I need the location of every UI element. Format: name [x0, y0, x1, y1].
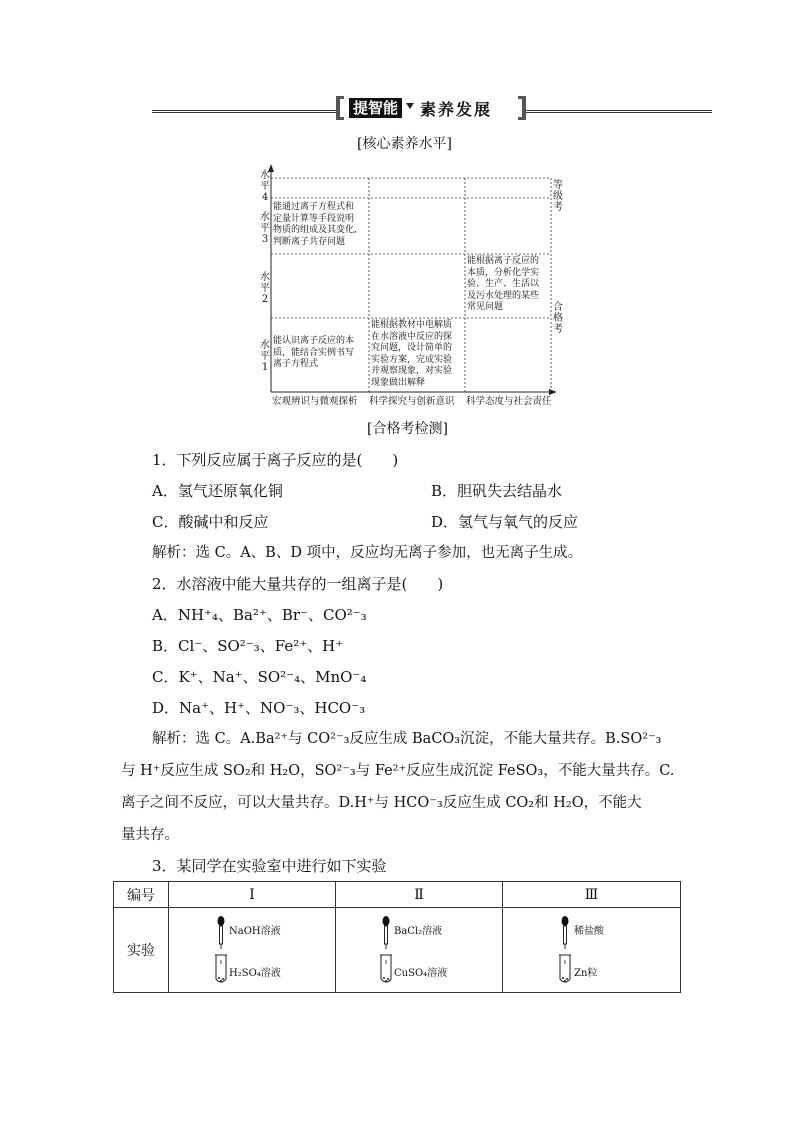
header-rule-left: [152, 110, 336, 113]
header-rule-right: [526, 110, 712, 113]
header-id: 编号: [114, 882, 169, 908]
banner-bracket-right: [518, 96, 526, 120]
row-label-experiment: 实验: [114, 908, 169, 993]
dropper-label-2: BaCl₂溶液: [394, 926, 443, 937]
q2-analysis-line-2: 与 H⁺反应生成 SO₂和 H₂O，SO²⁻₃与 Fe²⁺反应生成沉淀 FeSO₃，不能大量共存。C.: [121, 763, 675, 779]
dropper-icon: [558, 916, 572, 950]
pass-exam-label: 合 格 考: [553, 302, 563, 335]
grade-exam-label: 等 级 考: [553, 180, 563, 213]
table-row: [114, 908, 681, 993]
level-2-cell-text: 能根据离子反应的 本质，分析化学实 验、生产、生活以 及污水处理的某些 常见问题: [467, 256, 540, 312]
experiment-2-cell: [336, 908, 503, 993]
x-label-3: 科学态度与社会责任: [466, 396, 552, 407]
q1-stem: 1．下列反应属于离子反应的是( ): [152, 451, 399, 469]
core-literacy-title: [核心素养水平]: [357, 136, 452, 152]
header-exp-2: Ⅱ: [336, 882, 503, 908]
experiment-table: [113, 881, 681, 993]
q2-option-c: C．K⁺、Na⁺、SO²⁻₄、MnO⁻₄: [152, 668, 367, 686]
experiment-1-cell: [169, 908, 336, 993]
q2-option-a: A．NH⁺₄、Ba²⁺、Br⁻、CO²⁻₃: [152, 606, 367, 624]
dropper-icon: [214, 916, 228, 950]
level-1-cell-text-2: 能根据教材中电解质 在水溶液中反应的探 究问题，设计简单的 实验方案，完成实验 并观察现象，对实验 现象做出解释: [371, 320, 453, 388]
section-banner: [336, 96, 526, 122]
tube-label-1: H₂SO₄溶液: [229, 968, 281, 979]
dropper-label-3: 稀盐酸: [574, 926, 604, 937]
banner-bracket-left: [336, 96, 344, 120]
tube-label-2: CuSO₄溶液: [394, 968, 448, 979]
dropper-label-1: NaOH溶液: [229, 926, 281, 937]
level-2-label: 水 平 2: [260, 272, 270, 305]
level-1-label: 水 平 1: [260, 340, 270, 373]
q1-option-a: A．氢气还原氧化铜: [152, 482, 283, 500]
x-axis-arrow: [549, 389, 557, 395]
q2-option-d: D．Na⁺、H⁺、NO⁻₃、HCO⁻₃: [152, 699, 366, 717]
test-tube-icon: [213, 954, 229, 986]
q1-option-c: C．酸碱中和反应: [152, 513, 269, 531]
banner-title: 素养发展: [420, 100, 493, 119]
dropper-icon: [379, 916, 393, 950]
test-tube-icon: [378, 954, 394, 986]
q2-analysis-line-1: 解析：选 C。A.Ba²⁺与 CO²⁻₃反应生成 BaCO₃沉淀，不能大量共存。B.SO²⁻₃: [152, 731, 662, 747]
exam-title: [合格考检测]: [367, 421, 448, 437]
q2-analysis-line-3: 离子之间不反应，可以大量共存。D.H⁺与 HCO⁻₃反应生成 CO₂和 H₂O，不能大: [121, 795, 642, 811]
x-label-2: 科学探究与创新意识: [369, 396, 455, 407]
x-label-1: 宏观辨识与微观探析: [272, 396, 358, 407]
q2-option-b: B．Cl⁻、SO²⁻₃、Fe²⁺、H⁺: [152, 637, 344, 655]
level-3-cell-text: 能通过离子方程式和 定量计算等手段说明 物质的组成及其变化, 判断离子共存问题: [273, 202, 357, 247]
q3-stem: 3．某同学在实验室中进行如下实验: [152, 857, 387, 875]
table-header-row: [114, 882, 681, 908]
q1-option-b: B．胆矾失去结晶水: [431, 482, 563, 500]
triangle-icon: [406, 103, 414, 109]
header-exp-1: Ⅰ: [169, 882, 336, 908]
q2-stem: 2．水溶液中能大量共存的一组离子是( ): [152, 575, 444, 593]
tube-label-3: Zn粒: [574, 968, 598, 979]
experiment-3-cell: [503, 908, 681, 993]
q1-analysis: 解析：选 C。A、B、D 项中，反应均无离子参加，也无离子生成。: [152, 545, 583, 561]
level-3-label: 水 平 3: [260, 212, 270, 245]
test-tube-icon: [557, 954, 573, 986]
banner-tag: 提智能: [349, 98, 402, 118]
q1-option-d: D．氢气与氧气的反应: [431, 513, 579, 531]
q2-analysis-line-4: 量共存。: [121, 827, 179, 843]
level-1-cell-text-1: 能认识离子反应的本 质，能结合实例书写 离子方程式: [273, 336, 355, 369]
header-exp-3: Ⅲ: [503, 882, 681, 908]
level-4-label: 水 平 4: [260, 170, 270, 203]
